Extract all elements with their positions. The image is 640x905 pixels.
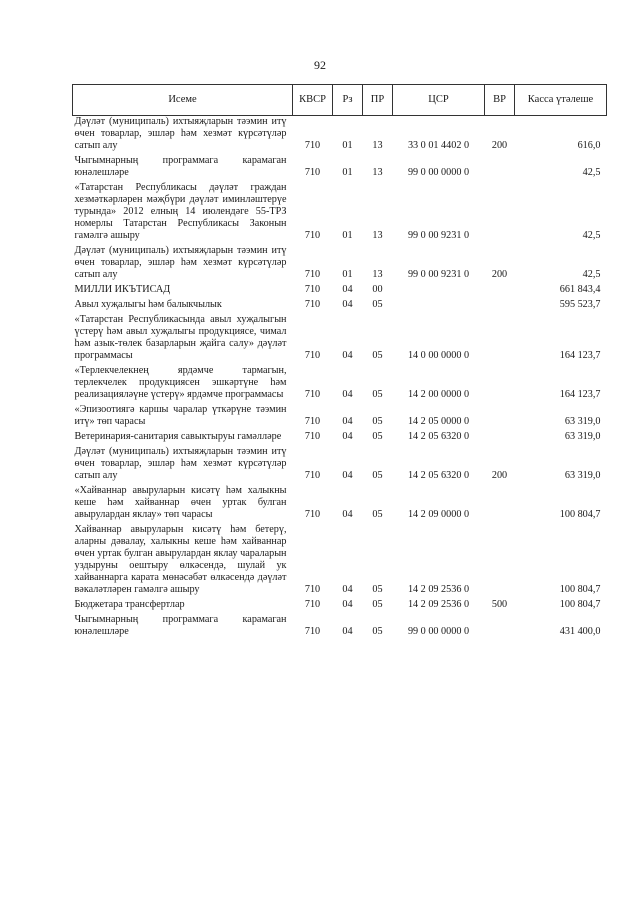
column-header-csr: ЦСР	[393, 85, 485, 116]
cell-rz: 04	[342, 431, 353, 442]
cell-pr: 05	[372, 350, 383, 361]
cell-rz: 01	[342, 230, 353, 241]
table-row	[73, 599, 607, 611]
cell-rz: 01	[342, 140, 353, 151]
cell-vr: 200	[491, 140, 508, 151]
cell-kvsr: 710	[304, 599, 321, 610]
cell-name: Чыгымнарның программага карамаган юнәлешләре	[74, 614, 287, 637]
table-row	[73, 365, 607, 401]
table-body	[73, 116, 607, 642]
table-header	[73, 85, 607, 116]
cell-csr: 99 0 00 9231 0	[407, 269, 470, 280]
cell-pr: 05	[372, 431, 383, 442]
cell-amount: 661 843,4	[559, 284, 601, 295]
cell-rz: 04	[342, 350, 353, 361]
cell-kvsr: 710	[304, 299, 321, 310]
cell-vr	[485, 431, 515, 443]
column-header-kvsr: КВСР	[293, 85, 333, 116]
page-number: 92	[314, 58, 326, 72]
cell-rz: 04	[342, 626, 353, 637]
table-row	[73, 404, 607, 428]
cell-csr: 99 0 00 0000 0	[407, 626, 470, 637]
cell-kvsr: 710	[304, 269, 321, 280]
cell-amount: 100 804,7	[559, 584, 601, 595]
cell-rz: 04	[342, 470, 353, 481]
cell-kvsr: 710	[304, 431, 321, 442]
cell-csr	[393, 284, 485, 296]
cell-kvsr: 710	[304, 284, 321, 295]
table-row	[73, 485, 607, 521]
cell-name: Дәүләт (муниципаль) ихтыяҗларын тәэмин итү өчен товарлар, эшләр һәм хезмәт күрсәтүләр сатып алу	[74, 116, 287, 151]
cell-name: МИЛЛИ ИКЪТИСАД	[74, 284, 171, 295]
cell-name: Хайваннар авыруларын кисәтү һәм бетерү, аларны дәвалау, халыкны кеше һәм хайваннар өчен уртак булган авырулардан яклау чараларын уздыруны оештыру өлкәсендә, шулай ук хайваннарга карата мөнәсәбәт өлкәсендә дәүләт вәкаләтләрен гамәлгә ашыру	[74, 524, 287, 595]
cell-csr: 33 0 01 4402 0	[407, 140, 470, 151]
cell-vr: 500	[491, 599, 508, 610]
cell-amount: 63 319,0	[564, 431, 601, 442]
cell-amount: 63 319,0	[564, 470, 601, 481]
cell-kvsr: 710	[304, 230, 321, 241]
cell-vr	[485, 299, 515, 311]
cell-kvsr: 710	[304, 509, 321, 520]
cell-kvsr: 710	[304, 389, 321, 400]
cell-vr	[485, 284, 515, 296]
cell-csr: 14 2 05 6320 0	[407, 431, 470, 442]
cell-amount: 100 804,7	[559, 509, 601, 520]
cell-amount: 616,0	[577, 140, 601, 151]
cell-csr: 14 2 05 6320 0	[407, 470, 470, 481]
cell-pr: 13	[372, 230, 383, 241]
cell-pr: 00	[372, 284, 383, 295]
column-header-pr: ПР	[363, 85, 393, 116]
section-row	[73, 284, 607, 296]
cell-pr: 13	[372, 167, 383, 178]
cell-name: «Эпизоотиягә каршы чаралар үткәрүне тәэмин итү» төп чарасы	[74, 404, 287, 427]
cell-rz: 04	[342, 299, 353, 310]
cell-amount: 63 319,0	[564, 416, 601, 427]
cell-csr: 99 0 00 0000 0	[407, 167, 470, 178]
cell-csr	[393, 299, 485, 311]
table-row	[73, 182, 607, 242]
cell-amount: 42,5	[582, 167, 601, 178]
table-row	[73, 245, 607, 281]
column-header-rz: Рз	[333, 85, 363, 116]
cell-kvsr: 710	[304, 167, 321, 178]
cell-amount: 42,5	[582, 230, 601, 241]
table-row	[73, 314, 607, 362]
cell-kvsr: 710	[304, 470, 321, 481]
cell-csr: 14 2 09 2536 0	[407, 599, 470, 610]
cell-csr: 14 2 00 0000 0	[407, 389, 470, 400]
cell-pr: 05	[372, 599, 383, 610]
column-header-amount: Касса үтәлеше	[515, 85, 607, 116]
cell-kvsr: 710	[304, 626, 321, 637]
row-spacer-cell	[73, 638, 607, 641]
cell-csr: 99 0 00 9231 0	[407, 230, 470, 241]
cell-amount: 164 123,7	[559, 389, 601, 400]
section-row	[73, 299, 607, 311]
cell-pr: 13	[372, 269, 383, 280]
cell-kvsr: 710	[304, 140, 321, 151]
cell-vr	[485, 182, 515, 242]
cell-name: «Татарстан Республикасы дәүләт граждан хезмәткәрләрен мәҗбүри дәүләт иминләштерүе турында» 2012 елның 14 июлендәге 55-ТРЗ номерлы Татарстан Республикасы Законын гамәлгә ашыру	[74, 182, 287, 241]
cell-rz: 04	[342, 389, 353, 400]
cell-rz: 01	[342, 269, 353, 280]
cell-vr	[485, 485, 515, 521]
column-header-name: Исеме	[73, 85, 293, 116]
column-header-vr: ВР	[485, 85, 515, 116]
cell-kvsr: 710	[304, 584, 321, 595]
cell-rz: 01	[342, 167, 353, 178]
cell-amount: 595 523,7	[559, 299, 601, 310]
cell-name: Дәүләт (муниципаль) ихтыяҗларын тәэмин итү өчен товарлар, эшләр һәм хезмәт күрсәтүләр сатып алу	[74, 446, 287, 481]
cell-name: Бюджетара трансфертлар	[74, 599, 185, 610]
cell-pr: 13	[372, 140, 383, 151]
cell-kvsr: 710	[304, 416, 321, 427]
cell-csr: 14 0 00 0000 0	[407, 350, 470, 361]
cell-pr: 05	[372, 509, 383, 520]
cell-amount: 100 804,7	[559, 599, 601, 610]
cell-amount: 42,5	[582, 269, 601, 280]
table-row	[73, 116, 607, 153]
cell-name: Ветеринария-санитария савыктыруы гамәлләре	[74, 431, 282, 442]
table-row	[73, 446, 607, 482]
cell-csr: 14 2 09 2536 0	[407, 584, 470, 595]
cell-amount: 164 123,7	[559, 350, 601, 361]
cell-rz: 04	[342, 416, 353, 427]
cell-vr	[485, 155, 515, 179]
cell-rz: 04	[342, 509, 353, 520]
cell-rz: 04	[342, 599, 353, 610]
cell-vr	[485, 614, 515, 638]
cell-vr	[485, 404, 515, 428]
table-row	[73, 431, 607, 443]
cell-name: Авыл хуҗалыгы һәм балыкчылык	[74, 299, 222, 310]
cell-pr: 05	[372, 470, 383, 481]
cell-name: «Татарстан Республикасында авыл хуҗалыгын үстерү һәм авыл хуҗалыгы продукциясе, чимал һәм азык-төлек базарларын җайга салу» дәүләт программасы	[74, 314, 287, 361]
cell-csr: 14 2 05 0000 0	[407, 416, 470, 427]
cell-pr: 05	[372, 416, 383, 427]
cell-name: «Хайваннар авыруларын кисәтү һәм халыкны кеше һәм хайваннар өчен уртак булган авырулардан яклау» төп чарасы	[74, 485, 287, 520]
budget-table	[72, 84, 607, 641]
cell-kvsr: 710	[304, 350, 321, 361]
cell-vr	[485, 524, 515, 596]
cell-amount: 431 400,0	[559, 626, 601, 637]
cell-rz: 04	[342, 584, 353, 595]
cell-pr: 05	[372, 584, 383, 595]
cell-vr	[485, 365, 515, 401]
cell-name: Дәүләт (муниципаль) ихтыяҗларын тәэмин итү өчен товарлар, эшләр һәм хезмәт күрсәтүләр сатып алу	[74, 245, 287, 280]
table-row	[73, 614, 607, 638]
cell-pr: 05	[372, 299, 383, 310]
cell-vr: 200	[491, 470, 508, 481]
row-spacer	[73, 638, 607, 641]
cell-pr: 05	[372, 389, 383, 400]
cell-name: «Терлекчелекнең ярдәмче тармагын, терлекчелек продукциясен эшкәртүне һәм реализацияләүне үстерү» ярдәмче программасы	[74, 365, 287, 400]
cell-csr: 14 2 09 0000 0	[407, 509, 470, 520]
cell-vr	[485, 314, 515, 362]
cell-name: Чыгымнарның программага карамаган юнәлешләре	[74, 155, 287, 178]
cell-pr: 05	[372, 626, 383, 637]
cell-vr: 200	[491, 269, 508, 280]
table-row	[73, 155, 607, 179]
cell-rz: 04	[342, 284, 353, 295]
table-row	[73, 524, 607, 596]
